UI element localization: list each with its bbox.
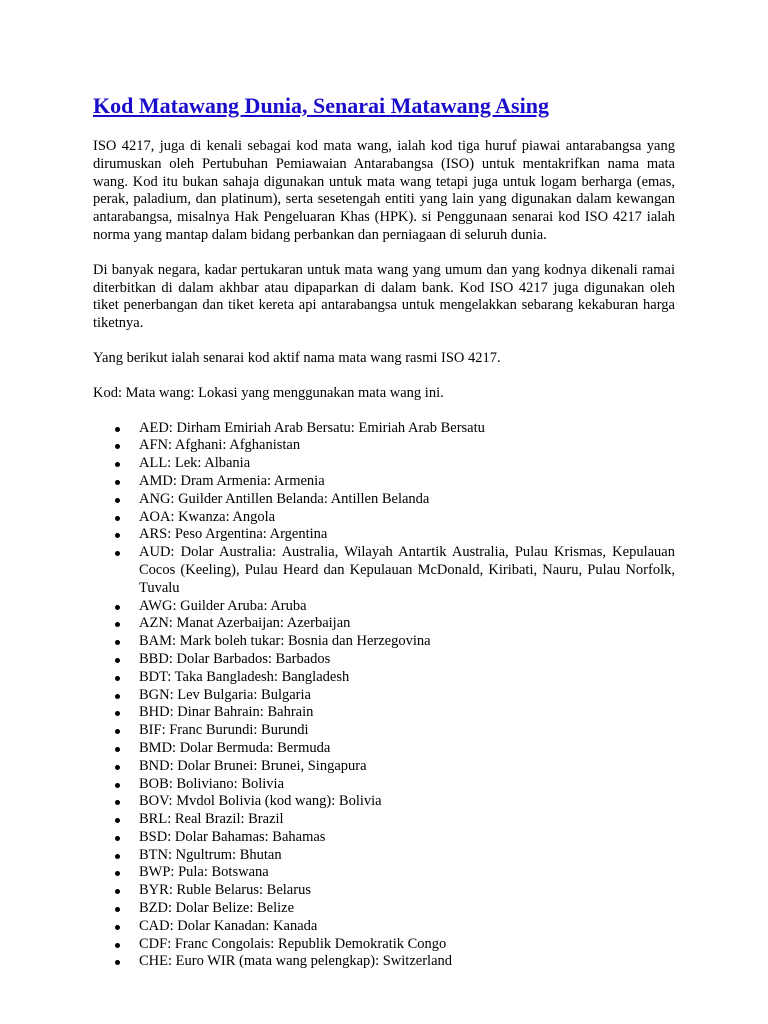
bullet-icon (115, 444, 120, 449)
currency-list-item (93, 437, 675, 455)
currency-list-item (93, 704, 675, 722)
currency-list-item (93, 936, 675, 954)
currency-entry-text: CDF: Franc Congolais: Republik Demokratik Congo (139, 935, 447, 952)
currency-list-item (93, 455, 675, 473)
bullet-icon (115, 871, 120, 876)
bullet-icon (115, 533, 120, 538)
bullet-icon (115, 907, 120, 912)
currency-list-item (93, 669, 675, 687)
currency-list-item (93, 811, 675, 829)
bullet-icon (115, 640, 120, 645)
currency-entry-text: BHD: Dinar Bahrain: Bahrain (139, 704, 314, 721)
currency-list-item (93, 829, 675, 847)
currency-entry-text: BWP: Pula: Botswana (139, 864, 269, 881)
currency-list-item (93, 526, 675, 544)
bullet-icon (115, 676, 120, 681)
currency-list (93, 420, 675, 972)
bullet-icon (115, 765, 120, 770)
currency-list-item (93, 420, 675, 438)
currency-list-item (93, 615, 675, 633)
bullet-icon (115, 783, 120, 788)
currency-list-item (93, 491, 675, 509)
currency-list-item (93, 633, 675, 651)
currency-list-item (93, 882, 675, 900)
currency-entry-text: AOA: Kwanza: Angola (139, 508, 276, 525)
currency-entry-text: AFN: Afghani: Afghanistan (139, 437, 301, 454)
exchange-rate-paragraph: Di banyak negara, kadar pertukaran untuk mata wang yang umum dan yang kodnya dikenali ramai diterbitkan di dalam akhbar atau dipaparkan di dalam bank. Kod ISO 4217 juga digunakan oleh tiket penerbangan dan tiket kereta api antarabangsa untuk mengelakkan sebarang kekaburan harga tiketnya. (93, 261, 675, 332)
currency-list-item (93, 776, 675, 794)
bullet-icon (115, 818, 120, 823)
bullet-icon (115, 836, 120, 841)
bullet-icon (115, 889, 120, 894)
currency-list-item (93, 598, 675, 616)
currency-list-item (93, 722, 675, 740)
intro-paragraph: ISO 4217, juga di kenali sebagai kod mata wang, ialah kod tiga huruf piawai antarabangsa yang dirumuskan oleh Pertubuhan Pemiawaian Antarabangsa (ISO) untuk mentakrifkan nama mata wang. Kod itu bukan sahaja digunakan untuk mata wang tetapi juga untuk logam berharga (emas, perak, paladium, dan platinum), serta sesetengah entiti yang lain yang digunakan dalam kewangan antarabangsa, misalnya Hak Pengeluaran Khas (HPK). si Penggunaan senarai kod ISO 4217 ialah norma yang mantap dalam bidang perbankan dan perniagaan di seluruh dunia. (93, 138, 675, 243)
document-page (93, 91, 675, 971)
currency-entry-text: BIF: Franc Burundi: Burundi (139, 722, 309, 739)
bullet-icon (115, 694, 120, 699)
currency-list-item (93, 953, 675, 971)
currency-entry-text: ARS: Peso Argentina: Argentina (139, 526, 328, 543)
currency-entry-text: BDT: Taka Bangladesh: Bangladesh (139, 668, 350, 685)
currency-entry-text: CAD: Dolar Kanadan: Kanada (139, 917, 318, 934)
currency-list-item (93, 544, 675, 597)
currency-entry-text: BGN: Lev Bulgaria: Bulgaria (139, 686, 311, 703)
currency-entry-text: BZD: Dolar Belize: Belize (139, 900, 295, 917)
bullet-icon (115, 605, 120, 610)
currency-entry-text: AWG: Guilder Aruba: Aruba (139, 597, 307, 614)
currency-entry-text: AED: Dirham Emiriah Arab Bersatu: Emiriah Arab Bersatu (139, 419, 485, 436)
currency-list-item (93, 900, 675, 918)
currency-entry-text: BSD: Dolar Bahamas: Bahamas (139, 828, 326, 845)
bullet-icon (115, 462, 120, 467)
currency-list-item (93, 793, 675, 811)
bullet-icon (115, 427, 120, 432)
currency-entry-text: AUD: Dolar Australia: Australia, Wilayah Antartik Australia, Pulau Krismas, Kepulauan Cocos (Keeling), Pulau Heard dan Kepulauan McDonald, Kiribati, Nauru, Pulau Norfolk, Tuvalu (139, 544, 675, 596)
bullet-icon (115, 960, 120, 965)
currency-entry-text: BRL: Real Brazil: Brazil (139, 811, 284, 828)
currency-list-item (93, 864, 675, 882)
currency-entry-text: BBD: Dolar Barbados: Barbados (139, 650, 331, 667)
bullet-icon (115, 729, 120, 734)
currency-entry-text: BND: Dolar Brunei: Brunei, Singapura (139, 757, 367, 774)
currency-entry-text: BOB: Boliviano: Bolivia (139, 775, 285, 792)
currency-list-item (93, 918, 675, 936)
currency-entry-text: BMD: Dolar Bermuda: Bermuda (139, 739, 331, 756)
currency-list-item (93, 758, 675, 776)
bullet-icon (115, 622, 120, 627)
bullet-icon (115, 747, 120, 752)
bullet-icon (115, 711, 120, 716)
bullet-icon (115, 854, 120, 859)
currency-entry-text: BTN: Ngultrum: Bhutan (139, 846, 282, 863)
bullet-icon (115, 480, 120, 485)
currency-entry-text: BOV: Mvdol Bolivia (kod wang): Bolivia (139, 793, 382, 810)
currency-list-item (93, 847, 675, 865)
currency-entry-text: AMD: Dram Armenia: Armenia (139, 472, 325, 489)
currency-list-item (93, 651, 675, 669)
currency-entry-text: CHE: Euro WIR (mata wang pelengkap): Switzerland (139, 953, 453, 970)
bullet-icon (115, 516, 120, 521)
currency-list-item (93, 473, 675, 491)
bullet-icon (115, 943, 120, 948)
bullet-icon (115, 658, 120, 663)
bullet-icon (115, 925, 120, 930)
list-intro-paragraph: Yang berikut ialah senarai kod aktif nama mata wang rasmi ISO 4217. (93, 349, 501, 366)
currency-list-item (93, 509, 675, 527)
currency-entry-text: BYR: Ruble Belarus: Belarus (139, 882, 311, 899)
currency-entry-text: AZN: Manat Azerbaijan: Azerbaijan (139, 615, 351, 632)
bullet-icon (115, 800, 120, 805)
currency-list-item (93, 740, 675, 758)
bullet-icon (115, 551, 120, 556)
currency-entry-text: ANG: Guilder Antillen Belanda: Antillen Belanda (139, 490, 430, 507)
currency-list-item (93, 687, 675, 705)
currency-entry-text: BAM: Mark boleh tukar: Bosnia dan Herzegovina (139, 633, 431, 650)
list-legend-paragraph: Kod: Mata wang: Lokasi yang menggunakan mata wang ini. (93, 384, 444, 401)
currency-entry-text: ALL: Lek: Albania (139, 455, 251, 472)
document-title[interactable]: Kod Matawang Dunia, Senarai Matawang Asing (93, 93, 549, 118)
bullet-icon (115, 498, 120, 503)
